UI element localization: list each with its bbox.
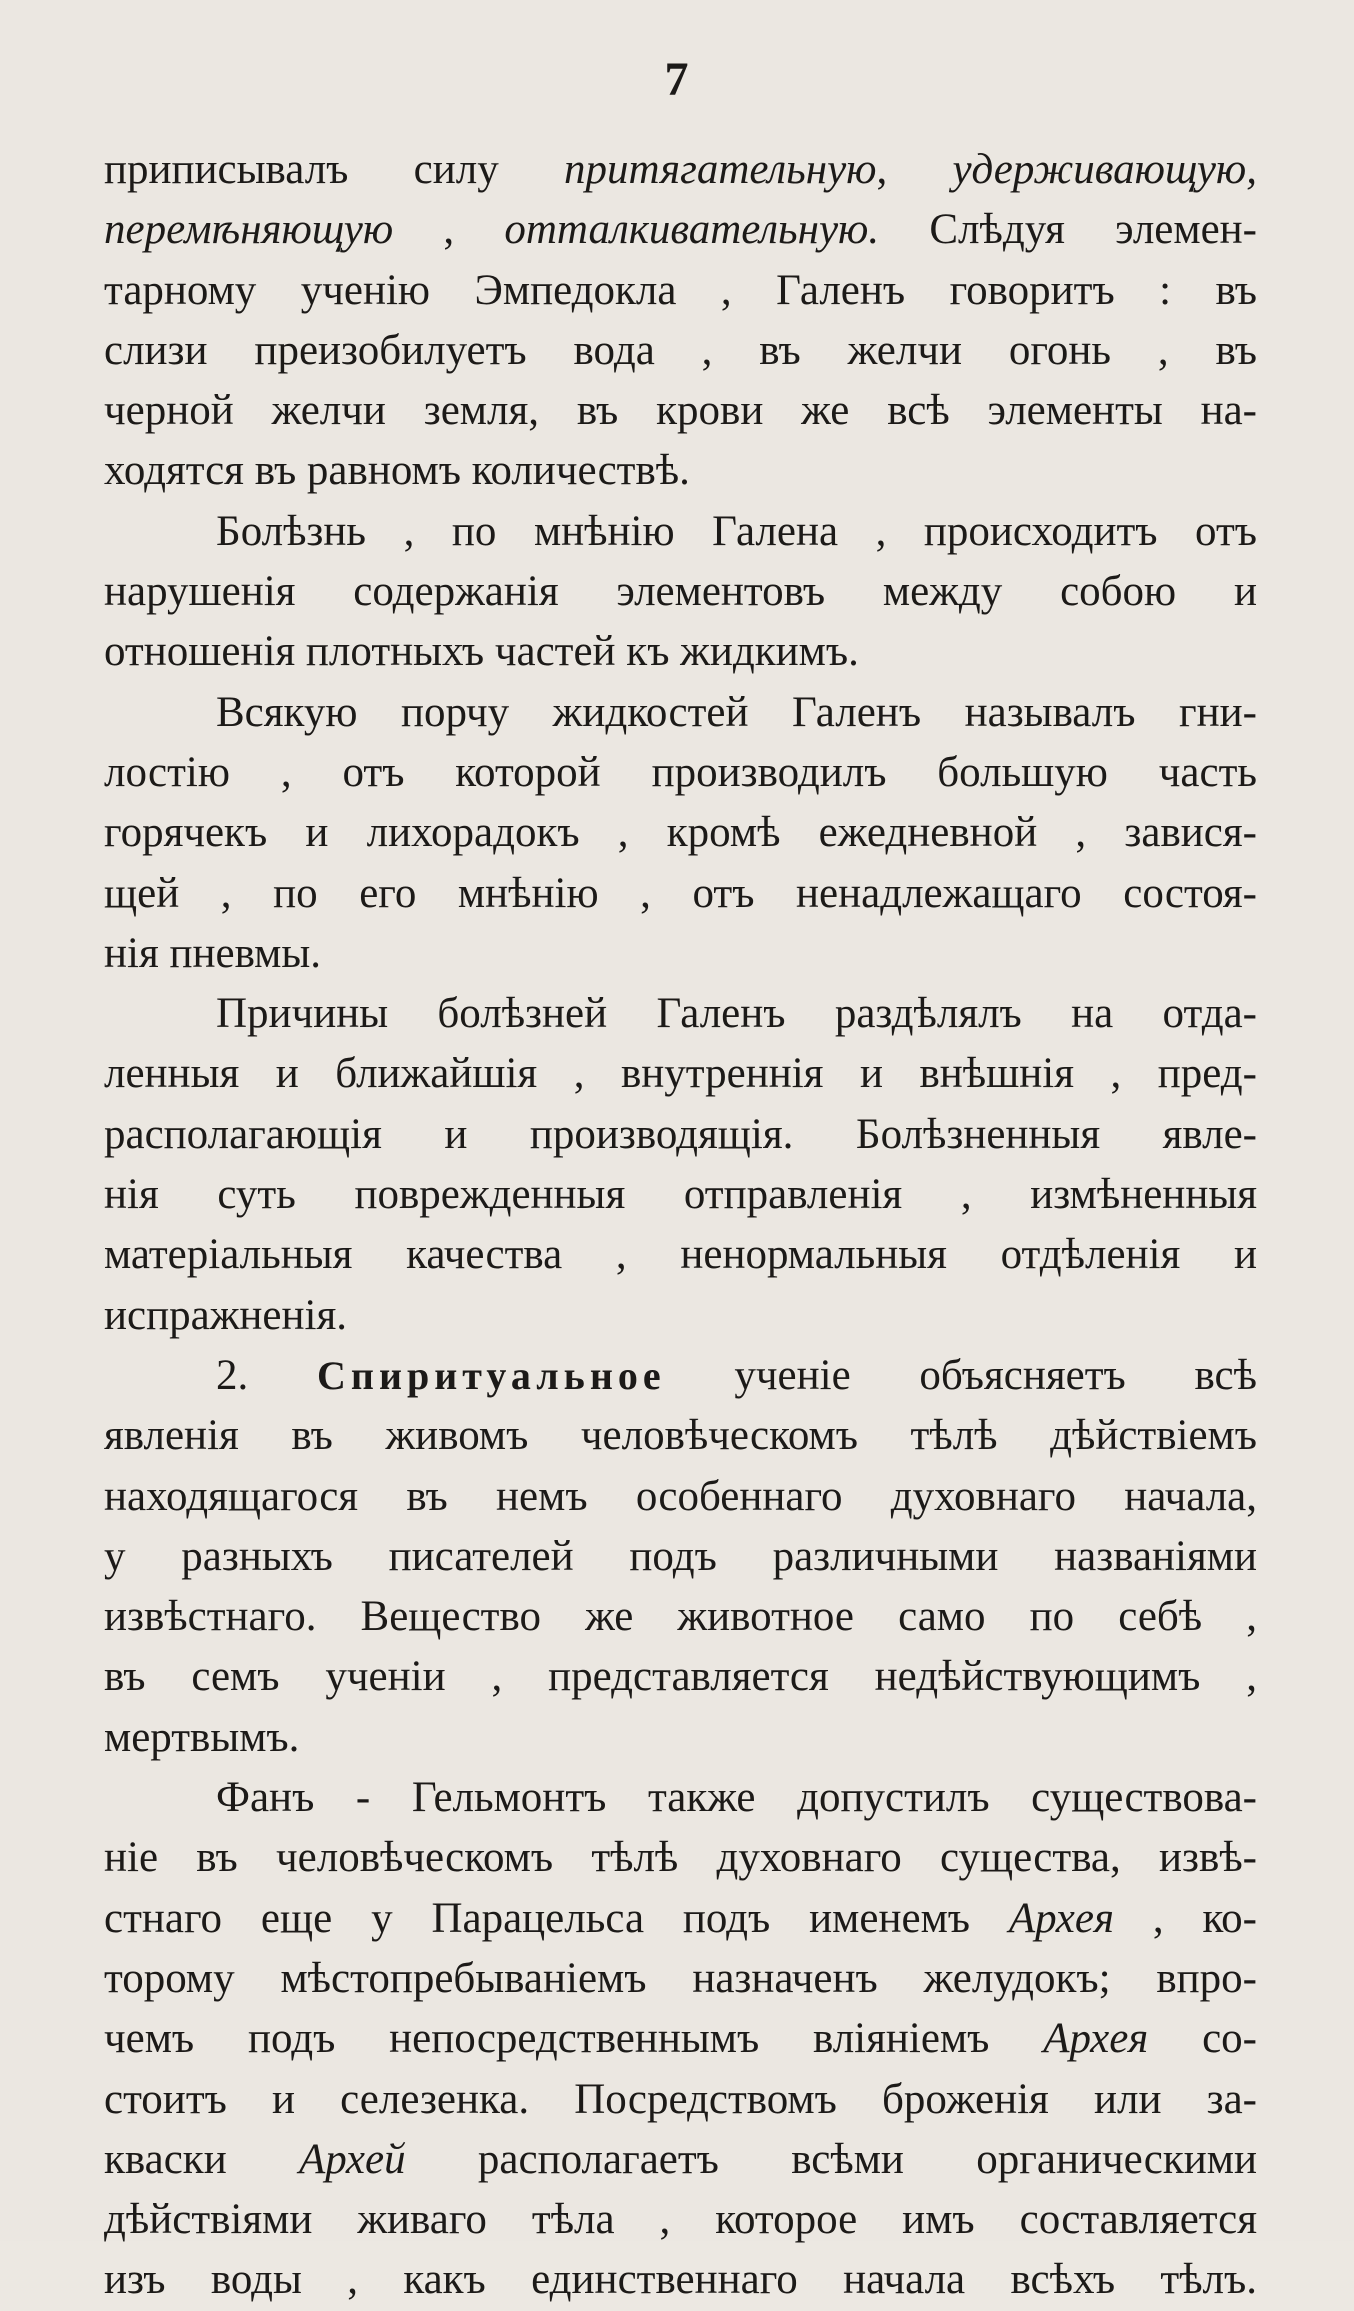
text-line [104,1286,1257,1346]
text-line [104,200,1257,260]
line-text: , ко- [1113,1894,1257,1942]
line-text: Болѣзнь , по мнѣнію Галена , происходитъ отъ [216,507,1257,555]
line-text: находящагося въ немъ особеннаго духовнаго начала, [104,1472,1257,1520]
line-text: у разныхъ писателей подъ различными названіями [104,1532,1257,1580]
line-text: стоитъ и селезенка. Посредствомъ броженія или за- [104,2075,1257,2123]
line-text: ходятся въ равномъ количествѣ. [104,447,690,495]
text-line [104,381,1257,441]
text-line [104,2070,1257,2130]
text-line [104,1587,1257,1647]
text-line [104,1105,1257,1165]
text-line [104,1889,1257,1949]
italic-text: отталкивательную. [504,206,880,254]
line-text: въ семъ ученіи , представляется недѣйствующимъ , [104,1653,1257,1701]
line-text: тарному ученію Эмпедокла , Галенъ говоритъ : въ [104,266,1257,314]
line-text: ніе въ человѣческомъ тѣлѣ духовнаго существа, извѣ- [104,1834,1257,1882]
line-text: мертвымъ. [104,1713,300,1761]
text-line [104,1647,1257,1707]
line-text: чемъ подъ непосредственнымъ вліяніемъ [104,2015,1044,2063]
line-text: Слѣдуя элемен- [879,206,1257,254]
line-text: нія суть поврежденныя отправленія , измѣненныя [104,1171,1257,1219]
text-line [104,140,1257,200]
italic-text: Архея [1043,2015,1149,2063]
text-line [104,683,1257,743]
italic-text: притягательную [564,146,877,193]
line-text: дѣйствіями живаго тѣла , которое имъ составляется [104,2196,1257,2244]
line-text: стнаго еще у Парацельса подъ именемъ [104,1894,1009,1942]
italic-text: перемѣняющую [104,206,394,254]
line-text: со- [1148,2015,1257,2063]
text-line [104,1768,1257,1828]
text-line [104,1708,1257,1768]
line-text: черной желчи земля, въ крови же всѣ элементы на- [104,387,1257,435]
text-line [104,321,1257,381]
italic-text: Архей [299,2135,406,2183]
line-text: явленія въ живомъ человѣческомъ тѣлѣ дѣйствіемъ [104,1412,1257,1460]
line-text: Причины болѣзней Галенъ раздѣлялъ на отда- [216,990,1257,1038]
line-text: располагаетъ всѣми органическими [405,2135,1257,2183]
body-text [104,140,1257,2311]
spaced-heading-text: Спиритуальное [317,1352,666,1398]
page-number: 7 [664,53,690,106]
italic-text: удерживающую, [952,146,1257,193]
text-line [104,1949,1257,2009]
text-line [104,1828,1257,1888]
line-text: изъ воды , какъ единственнаго начала всѣхъ тѣлъ. [104,2256,1257,2304]
italic-text: Архея [1008,1894,1114,1942]
text-line [104,803,1257,863]
line-text: нія пневмы. [104,929,322,977]
text-line [104,1346,1257,1406]
text-line [104,984,1257,1044]
text-line [104,261,1257,321]
line-text: нарушенія содержанія элементовъ между собою и [104,568,1257,616]
text-line [104,1165,1257,1225]
text-line [104,1225,1257,1285]
text-line [104,1467,1257,1527]
line-text: , [876,146,953,193]
text-line [104,924,1257,984]
text-line [104,622,1257,682]
line-text: лостію , отъ которой производилъ большую часть [104,748,1257,796]
line-text: кваски [104,2135,300,2183]
text-line [104,1527,1257,1587]
line-text: , [393,206,505,254]
text-line [104,864,1257,924]
line-text: щей , по его мнѣнію , отъ ненадлежащаго состоя- [104,869,1257,917]
line-text: отношенія плотныхъ частей къ жидкимъ. [104,628,859,676]
line-text: горячекъ и лихорадокъ , кромѣ ежедневной , завися- [104,809,1257,857]
line-text: приписывалъ силу [104,146,565,193]
text-line [104,2130,1257,2190]
line-text: торому мѣстопребываніемъ назначенъ желудокъ; впро- [104,1954,1257,2002]
line-text: Фанъ - Гельмонтъ также допустилъ существова- [216,1774,1257,1822]
line-text: Всякую порчу жидкостей Галенъ называлъ гни- [216,688,1257,736]
line-text: 2. [216,1351,318,1399]
text-line [104,2250,1257,2310]
line-text: слизи преизобилуетъ вода , въ желчи огонь , въ [104,326,1257,374]
text-line [104,562,1257,622]
line-text: матеріальныя качества , ненормальныя отдѣленія и [104,1231,1257,1279]
line-text: ленныя и ближайшія , внутреннія и внѣшнія , пред- [104,1050,1257,1098]
text-line [104,441,1257,501]
line-text: располагающія и производящія. Болѣзненныя явле- [104,1110,1257,1158]
text-line [104,743,1257,803]
text-line [104,1406,1257,1466]
line-text: испражненія. [104,1291,347,1339]
text-line [104,502,1257,562]
text-line [104,2190,1257,2250]
text-line [104,2009,1257,2069]
text-line [104,1044,1257,1104]
line-text: извѣстнаго. Вещество же животное само по себѣ , [104,1593,1257,1641]
line-text: ученіе объясняетъ всѣ [665,1351,1257,1399]
